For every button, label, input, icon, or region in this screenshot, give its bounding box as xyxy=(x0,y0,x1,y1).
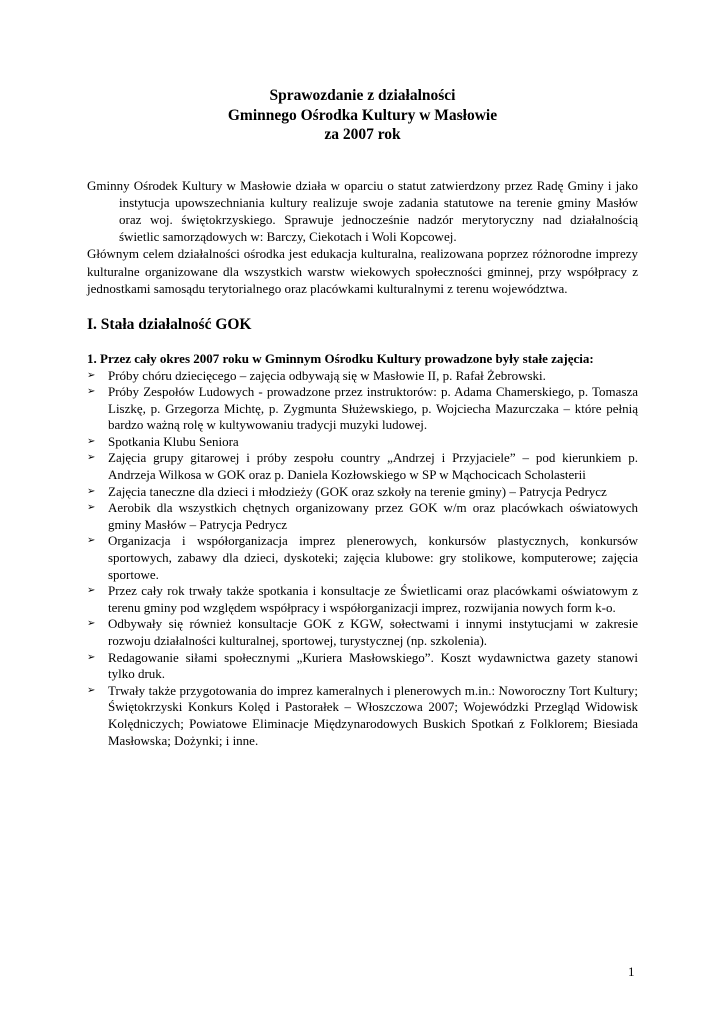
list-item: ➢ Przez cały rok trwały także spotkania i konsultacje ze Świetlicami oraz placówkami oświatowym z terenu gminy pod względem współpracy i współorganizacji imprez, rozwijania nowych form k-o. xyxy=(87,583,638,615)
list-item: ➢ Zajęcia grupy gitarowej i próby zespołu country „Andrzej i Przyjaciele” – pod kierunkiem p. Andrzeja Wilkosa w GOK oraz p. Daniela Kozłowskiego w SP w Mąchocicach Scholasterii xyxy=(87,450,638,483)
bullet-arrow-icon: ➢ xyxy=(87,535,96,547)
section-heading: I. Stała działalność GOK xyxy=(87,315,252,333)
list-item: ➢ Próby Zespołów Ludowych - prowadzone przez instruktorów: p. Adama Chamerskiego, p. Tomasza Liszkę, p. Grzegorza Michtę, p. Zygmunta Służewskiego, p. Wojciecha Mazurczaka – które pełnią bardzo ważną rolę w kultywowaniu tradycji muzyki ludowej. xyxy=(87,384,638,433)
bullet-arrow-icon: ➢ xyxy=(87,369,96,381)
intro-paragraph-1: Gminny Ośrodek Kultury w Masłowie działa w oparciu o statut zatwierdzony przez Radę Gminy i jako instytucja upowszechniania kultury realizuje swoje zadania statutowe na terenie gminy Masłów oraz woj. świętokrzyskiego. Sprawuje jednocześnie nadzór merytoryczny nad działalnością świetlic samorządowych w: Barczy, Ciekotach i Woli Kopcowej. xyxy=(87,177,638,245)
bullet-arrow-icon: ➢ xyxy=(87,585,96,597)
list-item: ➢ Organizacja i współorganizacja imprez plenerowych, konkursów plastycznych, konkursów sportowych, zabawy dla dzieci, dyskoteki; zajęcia klubowe: gry stolikowe, komputerowe; zajęcia sportowe. xyxy=(87,533,638,582)
bullet-arrow-icon: ➢ xyxy=(87,435,96,447)
bullet-arrow-icon: ➢ xyxy=(87,651,96,663)
bullet-arrow-icon: ➢ xyxy=(87,386,96,398)
list-item: ➢ Próby chóru dziecięcego – zajęcia odbywają się w Masłowie II, p. Rafał Żebrowski. xyxy=(87,367,546,383)
title-line-1: Sprawozdanie z działalności xyxy=(269,87,456,104)
bullet-arrow-icon: ➢ xyxy=(87,485,96,497)
bullet-arrow-icon: ➢ xyxy=(87,618,96,630)
bullet-arrow-icon: ➢ xyxy=(87,452,96,464)
activities-list xyxy=(87,368,638,750)
title-line-3: za 2007 rok xyxy=(324,126,401,143)
list-item: ➢ Zajęcia taneczne dla dzieci i młodzieży (GOK oraz szkoły na terenie gminy) – Patrycja Pedrycz xyxy=(87,483,607,499)
bullet-arrow-icon: ➢ xyxy=(87,684,96,696)
intro-paragraph-2: Głównym celem działalności ośrodka jest edukacja kulturalna, realizowana poprzez różnorodne imprezy kulturalne organizowane dla wszystkich warstw wiekowych społeczności gminnej, przy współpracy z jednostkami samosądu terytorialnego oraz placówkami kulturalnymi z terenu województwa. xyxy=(87,246,638,296)
document-page xyxy=(87,86,638,749)
list-item: ➢ Redagowanie siłami społecznymi „Kuriera Masłowskiego”. Koszt wydawnictwa gazety stanowi tylko druk. xyxy=(87,649,638,682)
title-line-2: Gminnego Ośrodka Kultury w Masłowie xyxy=(227,106,498,124)
bullet-arrow-icon: ➢ xyxy=(87,502,96,514)
page-number: 1 xyxy=(628,964,635,979)
subsection-heading: 1. Przez cały okres 2007 roku w Gminnym Ośrodku Kultury prowadzone były stałe zajęcia: xyxy=(87,350,594,366)
list-item: ➢ Spotkania Klubu Seniora xyxy=(87,433,239,449)
list-item: ➢ Odbywały się również konsultacje GOK z KGW, sołectwami i innymi instytucjami w zakresie rozwoju działalności kulturalnej, sportowej, turystycznej (np. szkolenia). xyxy=(87,616,638,649)
intro-section xyxy=(87,177,638,297)
list-item: ➢ Aerobik dla wszystkich chętnych organizowany przez GOK w/m oraz placówkach oświatowych gminy Masłów – Patrycja Pedrycz xyxy=(87,500,638,532)
list-item: ➢ Trwały także przygotowania do imprez kameralnych i plenerowych m.in.: Noworoczny Tort Kultury; Świętokrzyski Konkurs Kolęd i Pastorałek – Włoszczowa 2007; Wojewódzki Przegląd Widowisk Kolędniczych; Powiatowe Eliminacje Międzynarodowych Buskich Spotkań z Folklorem; Biesiada Masłowska; Dożynki; i inne. xyxy=(87,682,638,748)
document-title xyxy=(87,86,638,145)
